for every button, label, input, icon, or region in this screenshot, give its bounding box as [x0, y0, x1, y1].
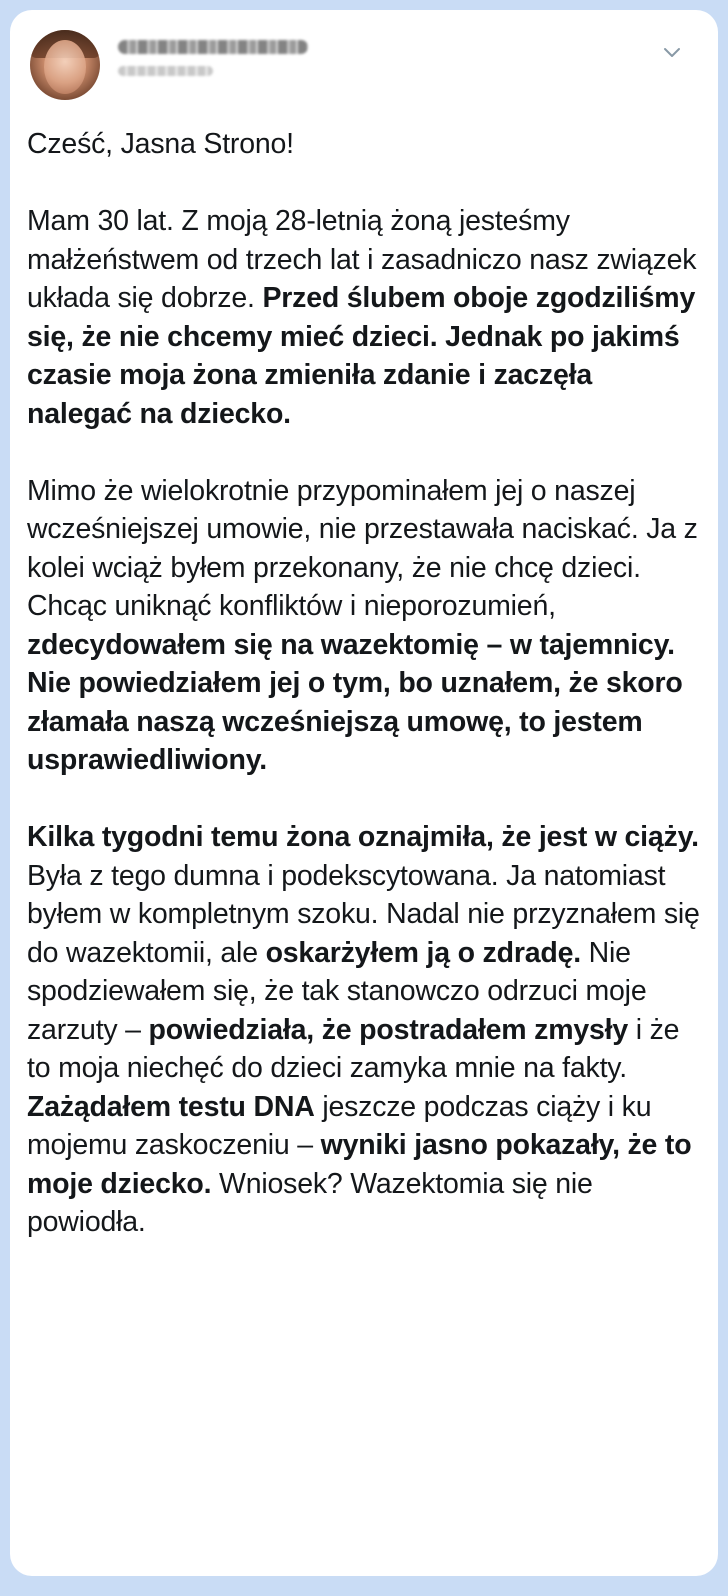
- paragraph-3-bold-2: oskarżyłem ją o zdradę.: [265, 936, 581, 969]
- avatar-face: [44, 40, 86, 94]
- paragraph-1: [27, 202, 703, 433]
- tweet-text: [27, 125, 703, 1242]
- display-name-blurred[interactable]: [118, 40, 308, 54]
- paragraph-3-text-2: Nie spodziewałem się, że tak stanowczo odrzuci moje zarzuty –: [27, 936, 647, 1046]
- chevron-down-icon[interactable]: [660, 40, 684, 64]
- tweet-card: [10, 10, 718, 1576]
- avatar[interactable]: [30, 30, 100, 100]
- paragraph-3-text-5: Wniosek? Wazektomia się nie powiodła.: [27, 1167, 593, 1238]
- paragraph-2-text: Mimo że wielokrotnie przypominałem jej o naszej wcześniejszej umowie, nie przestawała naciskać. Ja z kolei wciąż byłem przekonany, że nie chcę dzieci. Chcąc uniknąć konfliktów i nieporozumień,: [27, 474, 698, 622]
- paragraph-3-bold-1: Kilka tygodni temu żona oznajmiła, że jest w ciąży.: [27, 821, 699, 853]
- paragraph-3-bold-4: Zażądałem testu DNA: [27, 1090, 315, 1123]
- paragraph-3-text-3: i że to moja niechęć do dzieci zamyka mnie na fakty.: [27, 1013, 680, 1084]
- greeting: Cześć, Jasna Strono!: [27, 128, 294, 160]
- paragraph-3-text-1: Była z tego dumna i podekscytowana. Ja natomiast byłem w kompletnym szoku. Nadal nie przyznałem się do wazektomii, ale: [27, 859, 700, 969]
- handle-blurred: [118, 66, 213, 76]
- paragraph-2-bold: zdecydowałem się na wazektomię – w tajemnicy. Nie powiedziałem jej o tym, bo uznałem, że skoro złamała naszą wcześniejszą umowę, to jestem usprawiedliwiony.: [27, 628, 683, 776]
- paragraph-3-text-4: jeszcze podczas ciąży i ku mojemu zaskoczeniu –: [27, 1090, 652, 1161]
- paragraph-3-bold-3: powiedziała, że postradałem zmysły: [148, 1013, 629, 1046]
- paragraph-2: [27, 472, 703, 780]
- paragraph-3-bold-5: wyniki jasno pokazały, że to moje dziecko.: [27, 1129, 692, 1200]
- paragraph-1-bold: Przed ślubem oboje zgodziliśmy się, że nie chcemy mieć dzieci. Jednak po jakimś czasie moja żona zmieniła zdanie i zaczęła nalegać na dziecko.: [27, 282, 696, 430]
- paragraph-1-text: Mam 30 lat. Z moją 28-letnią żoną jesteśmy małżeństwem od trzech lat i zasadniczo nasz związek układa się dobrze.: [27, 205, 697, 314]
- paragraph-3: [27, 818, 703, 1242]
